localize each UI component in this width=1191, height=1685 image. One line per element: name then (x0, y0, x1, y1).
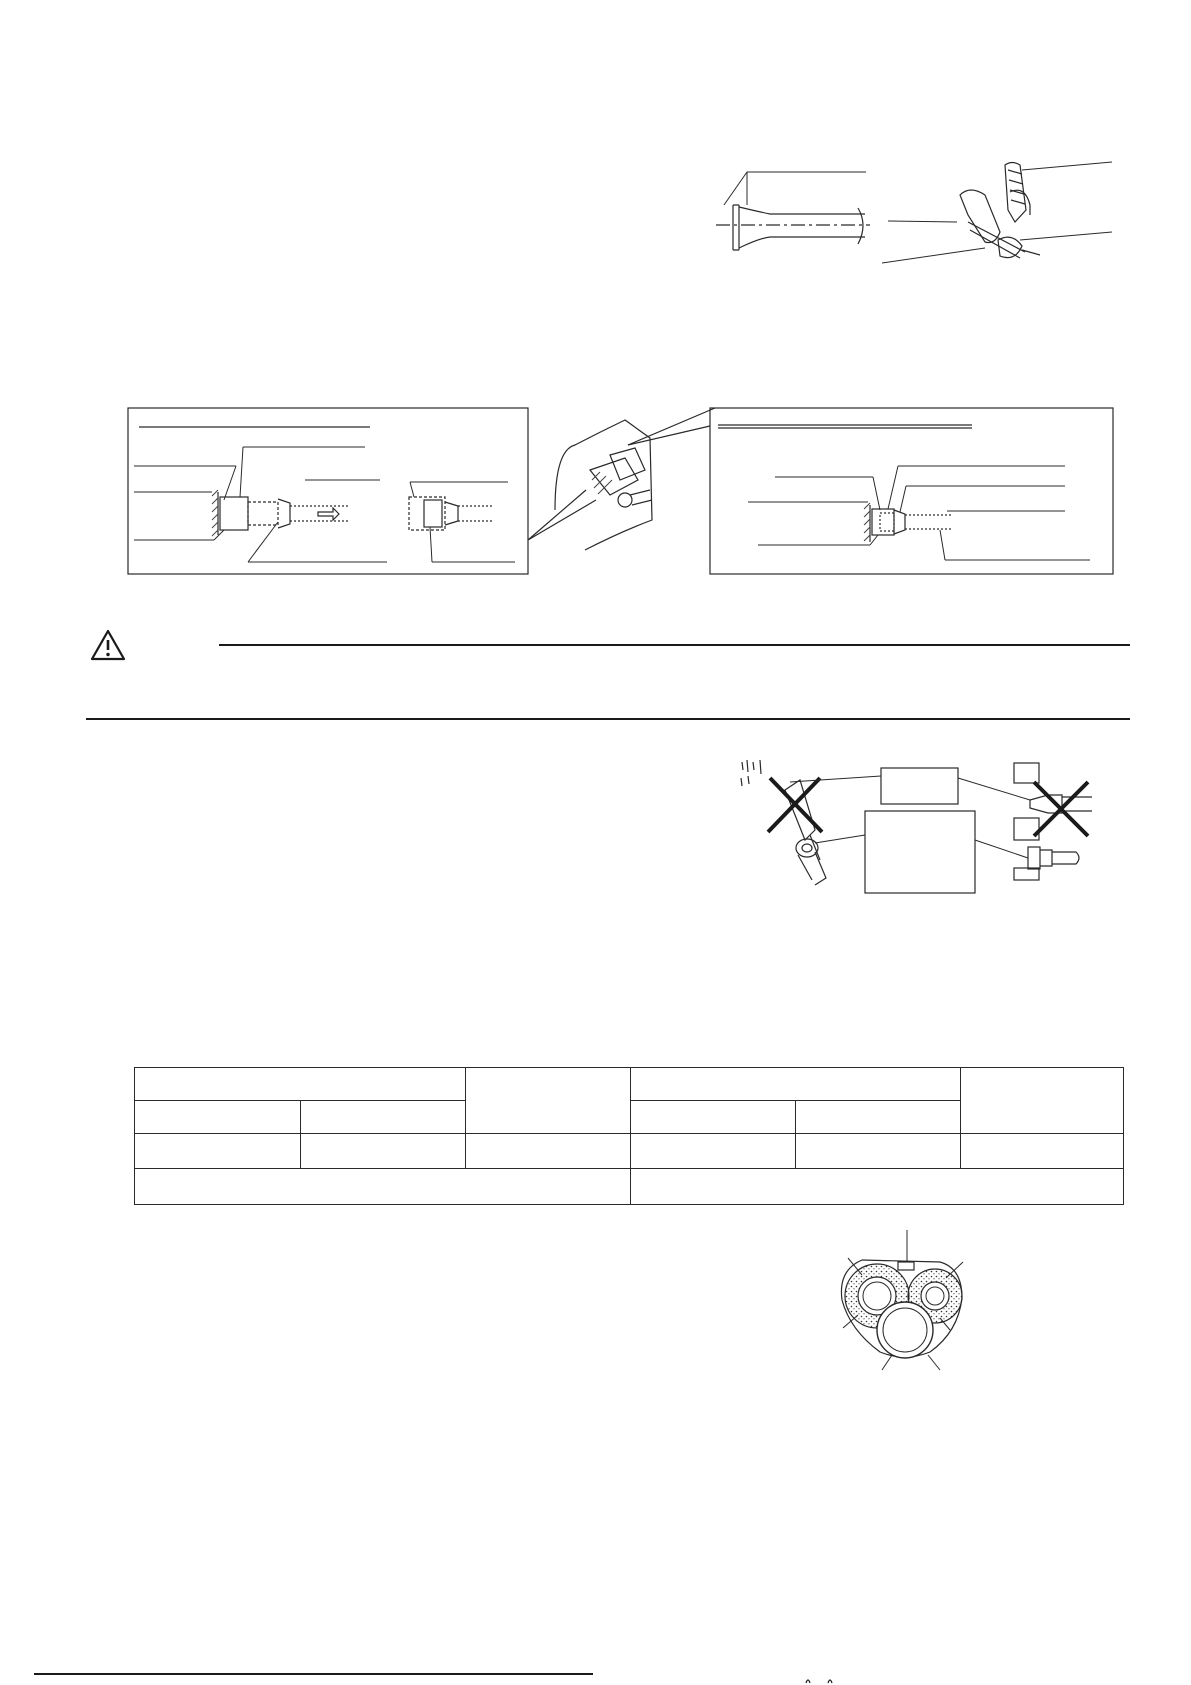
footer-rule (34, 1673, 593, 1675)
footer-page-marker (800, 1674, 840, 1684)
